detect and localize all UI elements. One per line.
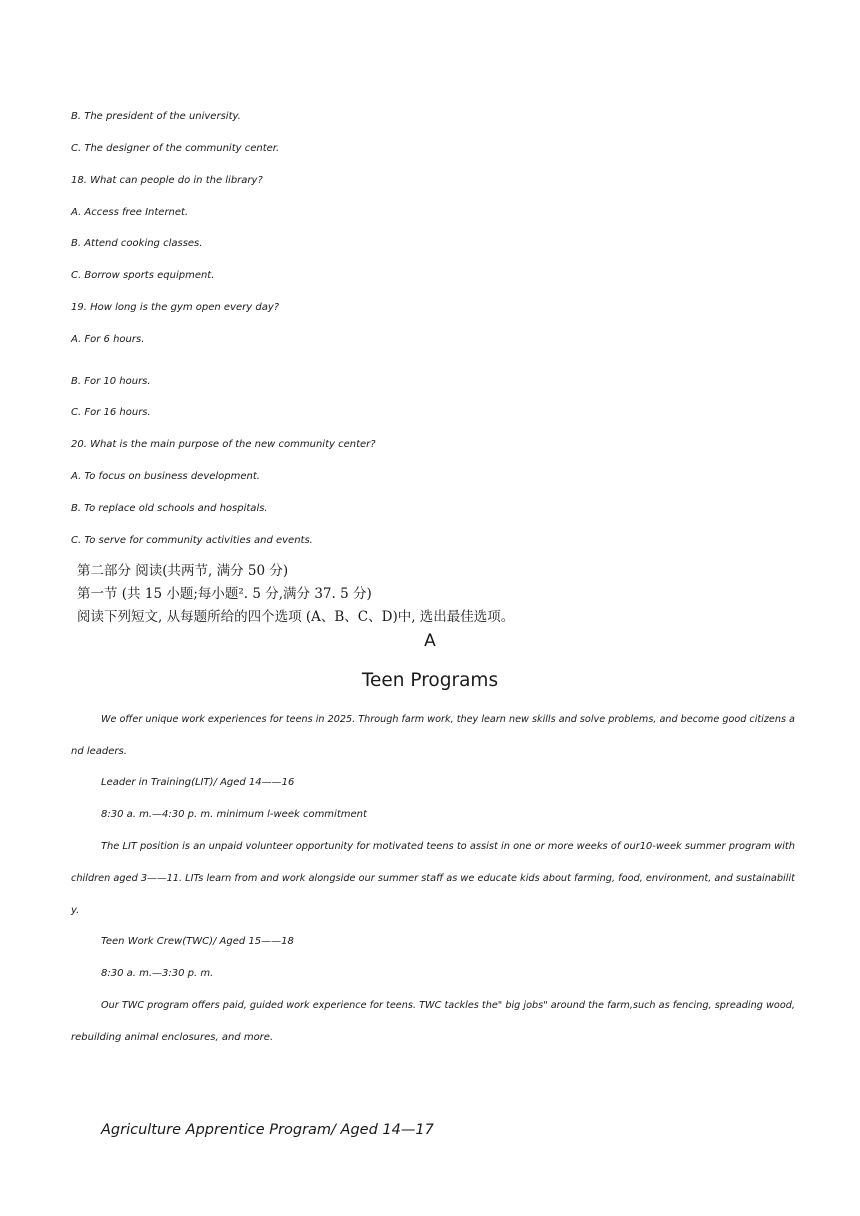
option-c-designer: C. The designer of the community center. [71, 143, 280, 154]
lit-desc-line-3: y. [71, 905, 80, 916]
intro-line-1: We offer unique work experiences for teens in 2025. Through farm work, they learn new skills and solve problems, and become good citizens a [101, 714, 795, 725]
option-a-internet: A. Access free Internet. [71, 207, 189, 218]
twc-time: 8:30 a. m.—3:30 p. m. [101, 968, 214, 979]
option-c-sports: C. Borrow sports equipment. [71, 270, 215, 281]
intro-line-2: nd leaders. [71, 746, 127, 757]
section-one-heading: 第一节 (共 15 小题;每小题². 5 分,满分 37. 5 分) [77, 586, 372, 602]
option-b-10-hours: B. For 10 hours. [71, 376, 151, 387]
question-19: 19. How long is the gym open every day? [71, 302, 280, 313]
twc-desc-line-2: rebuilding animal enclosures, and more. [71, 1032, 274, 1043]
option-c-16-hours: C. For 16 hours. [71, 407, 151, 418]
part-two-heading: 第二部分 阅读(共两节, 满分 50 分) [77, 563, 289, 579]
option-a-6-hours: A. For 6 hours. [71, 334, 145, 345]
option-a-business: A. To focus on business development. [71, 471, 260, 482]
twc-desc-line-1: Our TWC program offers paid, guided work experience for teens. TWC tackles the" big jobs" around the farm,such as fencing, spreading wood, [101, 1000, 795, 1011]
reading-instructions: 阅读下列短文, 从每题所给的四个选项 (A、B、C、D)中, 选出最佳选项。 [77, 609, 515, 625]
lit-heading: Leader in Training(LIT)/ Aged 14——16 [101, 777, 295, 788]
apprentice-heading: Agriculture Apprentice Program/ Aged 14—17 [101, 1122, 434, 1138]
option-b-replace: B. To replace old schools and hospitals. [71, 503, 268, 514]
option-b-cooking: B. Attend cooking classes. [71, 238, 203, 249]
option-b-president: B. The president of the university. [71, 111, 241, 122]
option-c-serve: C. To serve for community activities and events. [71, 535, 313, 546]
passage-letter: A [424, 631, 436, 651]
question-20: 20. What is the main purpose of the new community center? [71, 439, 376, 450]
lit-desc-line-1: The LIT position is an unpaid volunteer opportunity for motivated teens to assist in one or more weeks of our10-week summer program with [101, 841, 795, 852]
twc-heading: Teen Work Crew(TWC)/ Aged 15——18 [101, 936, 294, 947]
lit-time: 8:30 a. m.—4:30 p. m. minimum l-week commitment [101, 809, 367, 820]
lit-desc-line-2: children aged 3——11. LITs learn from and work alongside our summer staff as we educate kids about farming, food, environment, and sustainabilit [71, 873, 795, 884]
question-18: 18. What can people do in the library? [71, 175, 263, 186]
passage-title: Teen Programs [361, 670, 499, 691]
